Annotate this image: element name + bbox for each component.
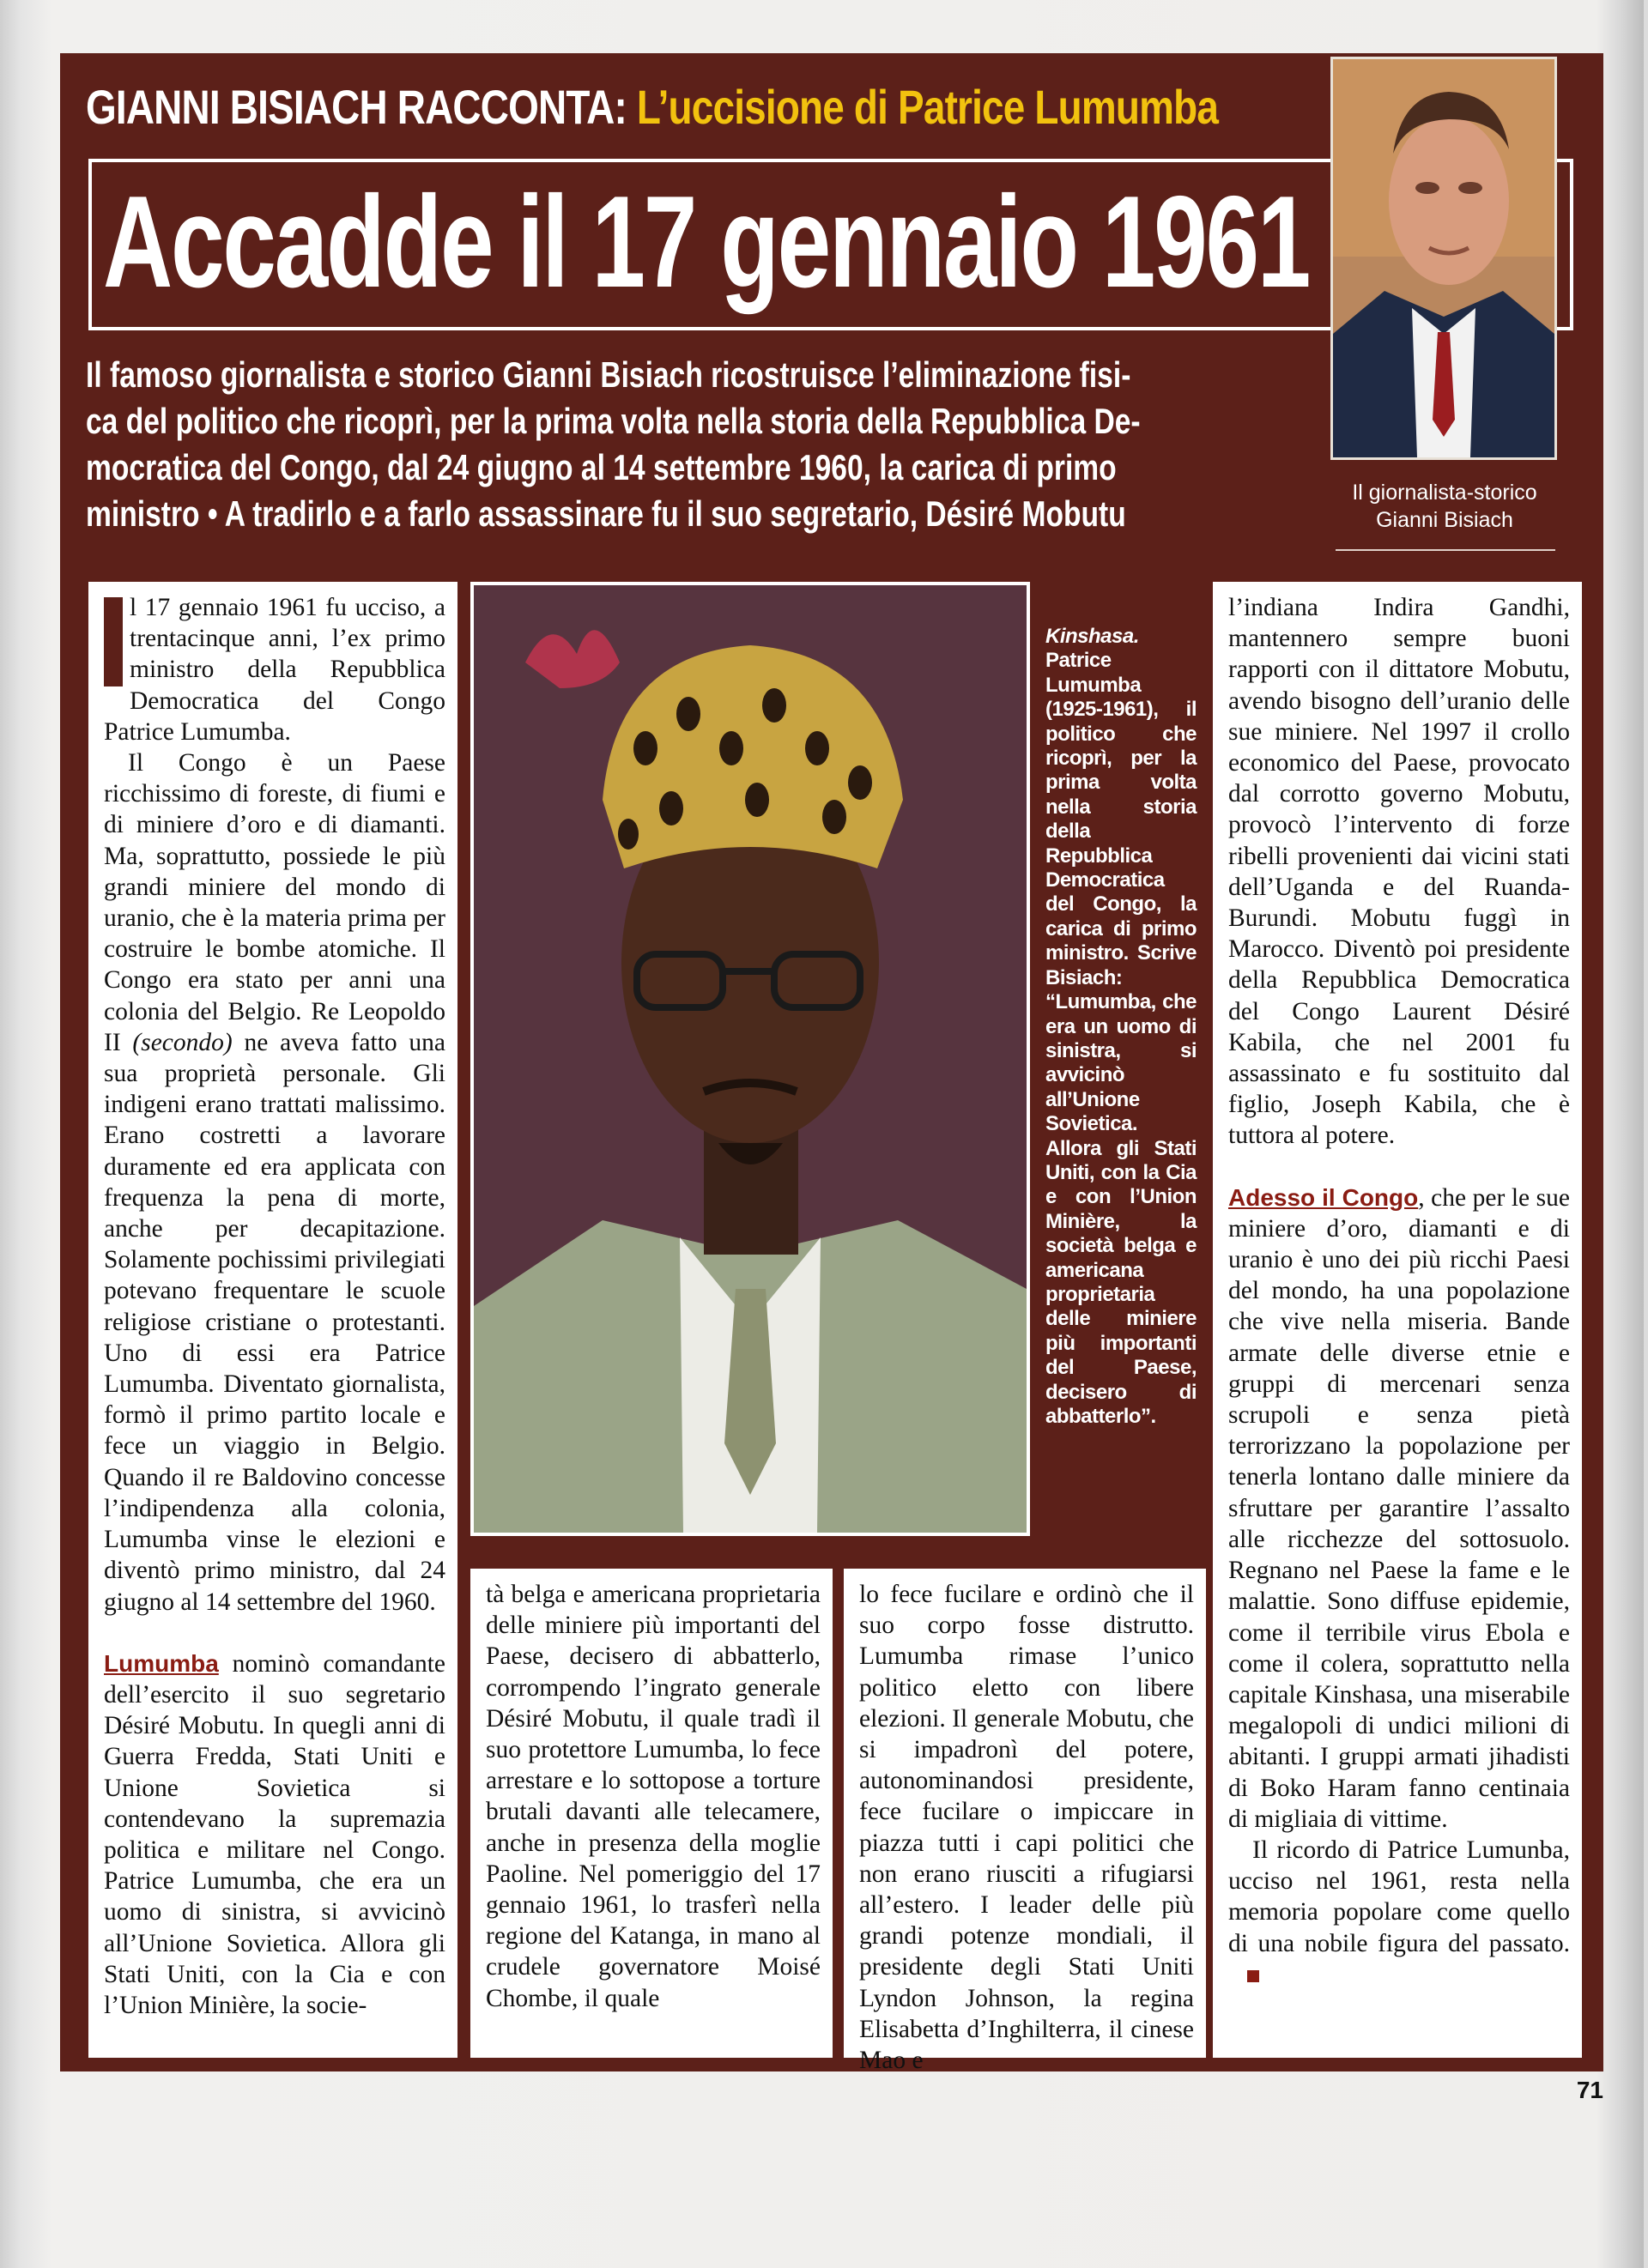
drop-cap-bar bbox=[104, 597, 123, 686]
standfirst-line: ministro • A tradirlo e a farlo assassinare fu il suo segretario, Désiré Mobutu bbox=[86, 493, 1126, 534]
paragraph: l 17 gennaio 1961 fu ucciso, a trentacinque anni, l’ex primo ministro della Repubblica Democratica del Congo Patrice Lumumba. bbox=[104, 594, 445, 746]
end-mark bbox=[1247, 1970, 1259, 1982]
rubric-adesso-il-congo: Adesso il Congo bbox=[1228, 1183, 1419, 1211]
lumumba-photo bbox=[470, 582, 1030, 1536]
caption-rule bbox=[1336, 549, 1555, 551]
paragraph: Il Congo è un Paese ricchissimo di foreste, di fiumi e di miniere d’oro e di diamanti. Ma, soprattutto, possiede le più grandi miniere del mondo di uranio, che è la materia prima per costruire le bombe atomiche. Il Congo era stato per anni una colonia del Belgio. Re Leopoldo II bbox=[104, 749, 445, 1056]
paragraph: , che per le sue miniere d’oro, diamanti e di uranio è uno dei più ricchi Paesi del mondo, ha una popolazione che vive nella miseria. Bande armate delle diverse etnie e gruppi di mercenari senza scrupoli e senza pietà terrorizzano la popolazione per tenerla lontano dalle miniere da sfruttare per garantire l’assalto alle ricchezze del sottosuolo. Regnano nel Paese la fame e le malattie. Sono diffuse epidemie, come il terribile virus Ebola e come il colera, soprattutto nella capitale Kinshasa, una miserabile megalopoli di undici milioni di abitanti. I gruppi armati jihadisti di Boko Haram fanno centinaia di migliaia di vittime. bbox=[1228, 1183, 1570, 1833]
kicker bbox=[86, 79, 1219, 148]
portrait-caption-line: Gianni Bisiach bbox=[1376, 508, 1513, 532]
portrait-photo bbox=[1333, 59, 1554, 457]
photo-caption bbox=[1045, 625, 1197, 1429]
italic-note: (secondo) bbox=[132, 1028, 233, 1056]
standfirst-line: Il famoso giornalista e storico Gianni Bisiach ricostruisce l’eliminazione fisi- bbox=[86, 354, 1131, 395]
standfirst bbox=[86, 352, 1288, 537]
caption-text: Patrice Lumumba (1925-1961), il politico che ricoprì, per la prima volta nella storia della Repubblica Democratica del Congo, la carica di primo ministro. Scrive Bisiach: “Lumumba, che era un uomo di sinistra, si avvicinò all’Unione Sovietica. Allora gli Stati Uniti, con la Cia e con l’Union Minière, la società belga e americana proprietaria delle miniere più importanti del Paese, decisero di abbatterlo”. bbox=[1045, 649, 1197, 1428]
standfirst-line: ca del politico che ricoprì, per la prima volta nella storia della Repubblica De- bbox=[86, 401, 1141, 441]
page-number: 71 bbox=[1576, 2077, 1603, 2103]
lumumba-portrait bbox=[474, 585, 1027, 1533]
kicker-author: GIANNI BISIACH RACCONTA: bbox=[86, 80, 627, 134]
author-portrait bbox=[1330, 57, 1557, 460]
kicker-topic: L’uccisione di Patrice Lumumba bbox=[636, 80, 1219, 134]
portrait-caption-line: Il giornalista-storico bbox=[1352, 481, 1537, 505]
portrait-caption bbox=[1329, 479, 1560, 534]
rubric-lumumba: Lumumba bbox=[104, 1649, 219, 1677]
column-4 bbox=[1213, 582, 1582, 2058]
column-2 bbox=[470, 1569, 833, 2058]
paragraph: nominò comandante dell’esercito il suo segretario Désiré Mobutu. In quegli anni di Guerra Fredda, Stati Uniti e Unione Sovietica si contendevano la supremazia politica e militare nel Congo. Patrice Lumumba, che era un uomo di sinistra, si avvicinò all’Unione Sovietica. Allora gli Stati Uniti, con la Cia e con l’Union Minière, la socie- bbox=[104, 1649, 445, 2019]
column-1 bbox=[88, 582, 457, 2058]
paragraph: l’indiana Indira Gandhi, mantennero sempre buoni rapporti con il dittatore Mobutu, avendo bisogno dell’uranio delle sue miniere. Nel 1997 il crollo economico del Paese, provocato dal corrotto governo Mobutu, provocò l’intervento di forze ribelli provenienti dai vicini stati dell’Uganda e del Ruanda-Burundi. Mobutu fuggì in Marocco. Diventò poi presidente della Repubblica Democratica del Congo Laurent Désiré Kabila, che nel 2001 fu assassinato e fu sostituito dal figlio, Joseph Kabila, che è tuttora al potere. bbox=[1228, 594, 1570, 1150]
headline: Accadde il 17 gennaio 1961 bbox=[103, 169, 1310, 315]
paragraph: ne aveva fatto una sua proprietà personale. Gli indigeni erano trattati malissimo. Erano costretti a lavorare duramente ed era applicata con frequenza la pena di morte, anche per decapitazione. Solamente pochissimi privilegiati potevano frequentare le scuole religiose cristiane o protestanti. Uno di essi era Patrice Lumumba. Diventato giornalista, formò il primo partito locale e fece un viaggio in Belgio. Quando il re Baldovino concesse l’indipendenza alla colonia, Lumumba vinse le elezioni e diventò primo ministro, dal 24 giugno al 14 settembre del 1960. bbox=[104, 1028, 446, 1616]
standfirst-line: mocratica del Congo, dal 24 giugno al 14 settembre 1960, la carica di primo bbox=[86, 447, 1117, 487]
column-3 bbox=[844, 1569, 1206, 2075]
paragraph: tà belga e americana proprietaria delle miniere più importanti del Paese, decisero di abbatterlo, corrompendo l’ingrato generale Désiré Mobutu, il quale tradì il suo protettore Lumumba, lo fece arrestare e lo sottopose a torture brutali davanti alle telecamere, anche in presenza della moglie Paoline. Nel pomeriggio del 17 gennaio 1961, lo trasferì nella regione del Katanga, in mano al crudele governatore Moisé Chombe, il quale bbox=[486, 1581, 821, 2012]
paragraph: Il ricordo di Patrice Lumunba, ucciso nel 1961, resta nella memoria popolare come quello di una nobile figura del passato. bbox=[1228, 1836, 1570, 1957]
caption-place: Kinshasa. bbox=[1045, 625, 1139, 648]
paragraph: lo fece fucilare e ordinò che il suo corpo fosse distrutto. Lumumba rimase l’unico politico eletto con libere elezioni. Il generale Mobutu, che si impadronì del potere, autonominandosi presidente, fece fucilare o impiccare in piazza tutti i capi politici che non erano riusciti a rifugiarsi all’estero. I leader delle più grandi potenze mondiali, il presidente degli Stati Uniti Lyndon Johnson, la regina Elisabetta d’Inghilterra, il cinese Mao e bbox=[859, 1581, 1194, 2075]
